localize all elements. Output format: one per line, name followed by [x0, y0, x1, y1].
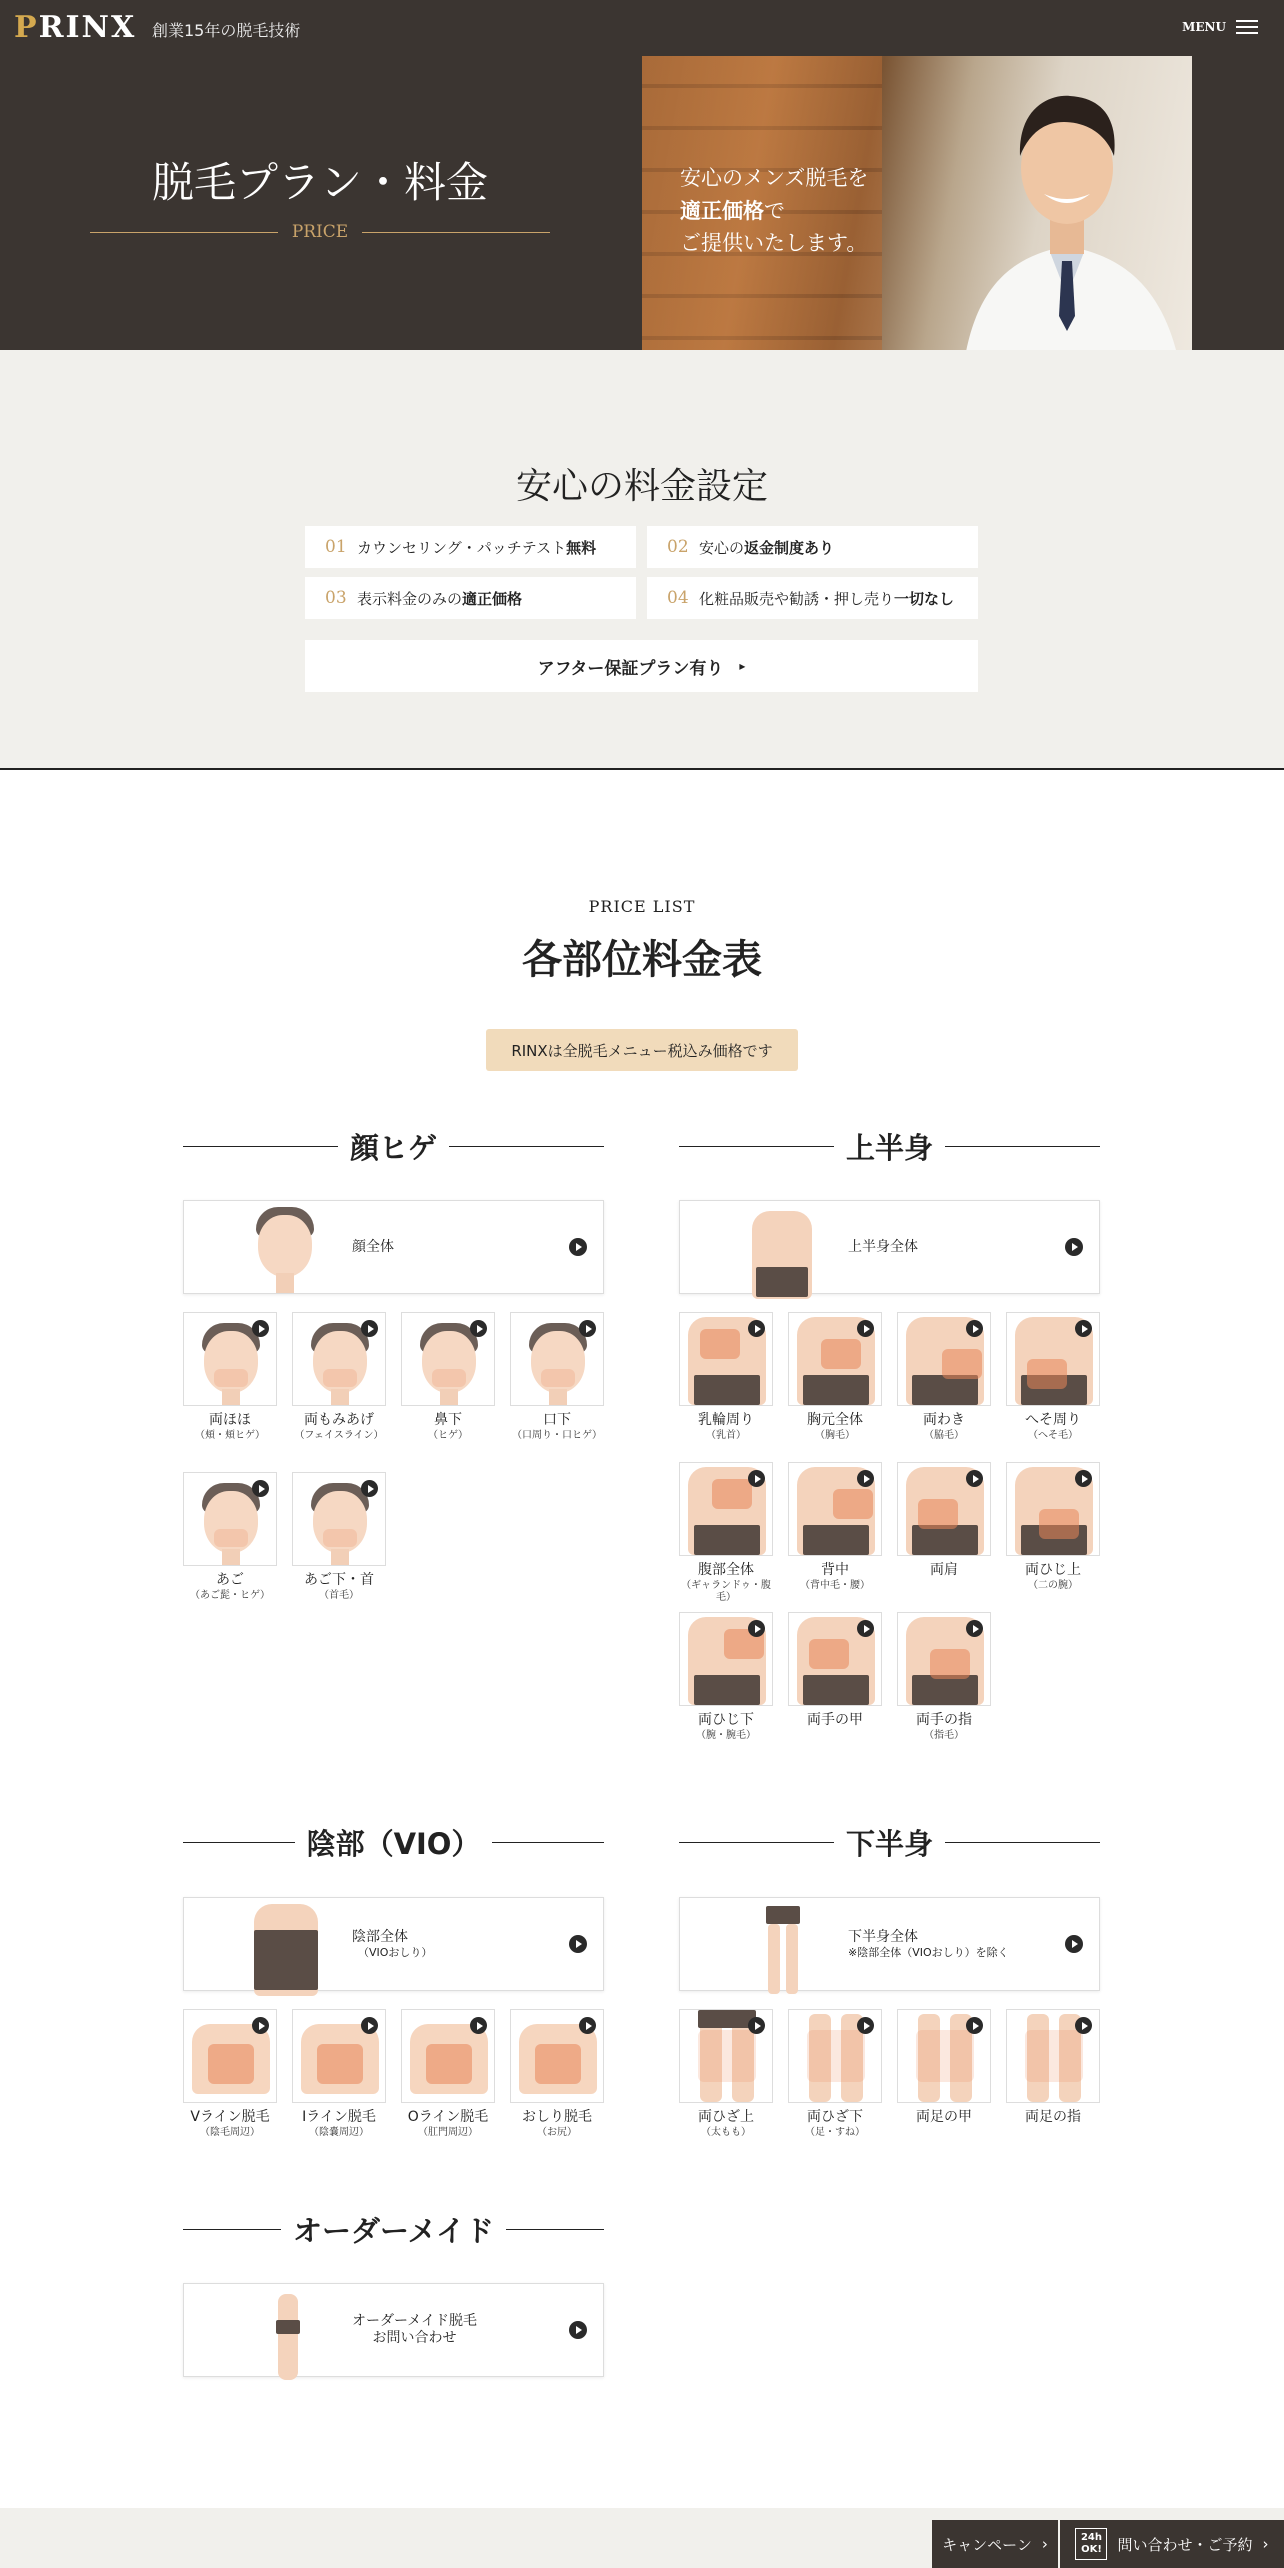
- upper-price-item[interactable]: [788, 1612, 882, 1729]
- face-part-illustration[interactable]: [401, 1312, 495, 1406]
- upper-price-item[interactable]: [897, 1612, 991, 1742]
- play-icon[interactable]: [579, 1320, 596, 1337]
- after-warranty-button[interactable]: [305, 640, 978, 692]
- upper-part-illustration[interactable]: [897, 1612, 991, 1706]
- item-name: Oライン脱毛: [407, 2109, 489, 2125]
- play-icon[interactable]: [361, 2017, 378, 2034]
- item-sub: （陰毛周辺）: [200, 2126, 260, 2138]
- vio-illustration: [242, 1904, 330, 1990]
- category-heading-face: [183, 1126, 604, 1166]
- upper-price-item[interactable]: [788, 1312, 882, 1442]
- play-icon[interactable]: [966, 1470, 983, 1487]
- face-price-item[interactable]: [292, 1472, 386, 1602]
- assurance-point: [305, 526, 636, 568]
- point-text: 安心の: [699, 538, 745, 557]
- play-icon[interactable]: [1075, 2017, 1092, 2034]
- arrow-right-icon: ▸: [739, 659, 746, 673]
- item-sub: （へそ毛）: [1028, 1429, 1078, 1441]
- item-sub: （腕・腕毛）: [696, 1729, 756, 1741]
- rinx-logo[interactable]: PRINX: [14, 10, 137, 45]
- hero-copy: [680, 162, 868, 260]
- lower-price-item[interactable]: [679, 2009, 773, 2139]
- upper-part-illustration[interactable]: [788, 1312, 882, 1406]
- upper-price-item[interactable]: [1006, 1462, 1100, 1592]
- category-heading-lower: [679, 1822, 1100, 1862]
- item-name: 両ひじ上: [1025, 1562, 1081, 1578]
- item-sub: （口周り・口ヒゲ）: [512, 1429, 602, 1441]
- hero-copy-line3: ご提供いたします。: [680, 231, 868, 256]
- item-sub: （フェイスライン）: [294, 1429, 384, 1441]
- item-name: 両足の指: [1025, 2109, 1081, 2125]
- menu-button[interactable]: [1182, 16, 1258, 38]
- item-name: 両ひざ上: [698, 2109, 754, 2125]
- play-icon[interactable]: [1075, 1470, 1092, 1487]
- item-name: 胸元全体: [807, 1412, 863, 1428]
- play-icon[interactable]: [748, 2017, 765, 2034]
- upper-price-item[interactable]: [788, 1462, 882, 1592]
- hero-copy-line1: 安心のメンズ脱毛を: [680, 166, 869, 190]
- item-sub: （あご髭・ヒゲ）: [190, 1589, 270, 1601]
- item-sub: （胸毛）: [815, 1429, 855, 1441]
- upper-price-item[interactable]: [1006, 1312, 1100, 1442]
- upper-part-illustration[interactable]: [1006, 1462, 1100, 1556]
- point-text: 化粧品販売や勧誘・押し売り: [699, 589, 895, 608]
- play-icon[interactable]: [1075, 1320, 1092, 1337]
- upper-body-illustration: [738, 1207, 826, 1293]
- upper-part-illustration[interactable]: [679, 1462, 773, 1556]
- category-title: 陰部（VIO）: [306, 1826, 481, 1861]
- upper-price-item[interactable]: [897, 1462, 991, 1579]
- item-sub: （頬・頬ヒゲ）: [195, 1429, 265, 1441]
- item-name: おしり脱毛: [522, 2109, 592, 2125]
- face-price-item[interactable]: [183, 1312, 277, 1442]
- item-name: 両足の甲: [916, 2109, 972, 2125]
- item-sub: （指毛）: [924, 1729, 964, 1741]
- item-sub: （首毛）: [319, 1589, 359, 1601]
- vio-price-item[interactable]: [401, 2009, 495, 2139]
- upper-all-card[interactable]: [679, 1200, 1100, 1294]
- assurance-section: [0, 350, 1284, 770]
- play-icon[interactable]: [748, 1320, 765, 1337]
- item-sub: （足・すね）: [805, 2126, 865, 2138]
- vio-part-illustration[interactable]: [510, 2009, 604, 2103]
- point-number: 01: [325, 537, 347, 557]
- item-sub: （肛門周辺）: [418, 2126, 478, 2138]
- item-name: Iライン脱毛: [302, 2109, 376, 2125]
- point-bold: 一切なし: [894, 589, 955, 608]
- menu-label: MENU: [1182, 20, 1226, 34]
- item-name: 両ひじ下: [698, 1712, 754, 1728]
- item-name: 口下: [543, 1412, 571, 1428]
- vio-price-item[interactable]: [183, 2009, 277, 2139]
- item-name: 両ほほ: [209, 1412, 251, 1428]
- tax-note: RINXは全脱毛メニュー税込み価格です: [486, 1029, 798, 1071]
- face-part-illustration[interactable]: [510, 1312, 604, 1406]
- item-name: 背中: [821, 1562, 849, 1578]
- category-heading-upper: [679, 1126, 1100, 1166]
- upper-part-illustration[interactable]: [1006, 1312, 1100, 1406]
- card-sublabel: ※陰部全体（VIOおしり）を除く: [848, 1945, 1009, 1959]
- header-tagline: 創業15年の脱毛技術: [152, 21, 301, 40]
- item-name: 両手の甲: [807, 1712, 863, 1728]
- point-number: 03: [325, 588, 347, 608]
- play-icon[interactable]: [748, 1470, 765, 1487]
- play-icon[interactable]: [252, 1480, 269, 1497]
- upper-part-illustration[interactable]: [679, 1612, 773, 1706]
- lower-part-illustration[interactable]: [897, 2009, 991, 2103]
- item-sub: （太もも）: [701, 2126, 751, 2138]
- assurance-title: 安心の料金設定: [515, 466, 768, 507]
- play-icon[interactable]: [470, 2017, 487, 2034]
- vio-part-illustration[interactable]: [183, 2009, 277, 2103]
- face-price-item[interactable]: [292, 1312, 386, 1442]
- face-part-illustration[interactable]: [183, 1312, 277, 1406]
- lower-part-illustration[interactable]: [679, 2009, 773, 2103]
- play-icon[interactable]: [966, 1620, 983, 1637]
- play-icon[interactable]: [748, 1620, 765, 1637]
- lower-body-illustration: [738, 1904, 826, 1990]
- item-sub: （乳首）: [706, 1429, 746, 1441]
- card-label: 顔全体: [352, 1238, 394, 1255]
- point-bold: 無料: [566, 538, 597, 557]
- vio-price-item[interactable]: [510, 2009, 604, 2139]
- after-warranty-label: アフター保証プラン有り: [537, 658, 724, 679]
- upper-part-illustration[interactable]: [897, 1312, 991, 1406]
- lower-all-card[interactable]: [679, 1897, 1100, 1991]
- face-illustration: [242, 1207, 330, 1293]
- face-all-card[interactable]: [183, 1200, 604, 1294]
- item-name: 両わき: [923, 1412, 965, 1428]
- card-label: 陰部全体: [352, 1929, 408, 1945]
- item-name: 両手の指: [916, 1712, 972, 1728]
- play-icon[interactable]: [252, 1320, 269, 1337]
- page-subtitle: [90, 220, 550, 244]
- play-icon[interactable]: [579, 2017, 596, 2034]
- play-icon[interactable]: [361, 1480, 378, 1497]
- item-name: あご: [216, 1572, 244, 1588]
- play-icon[interactable]: [361, 1320, 378, 1337]
- price-list-eyebrow: PRICE LIST: [588, 897, 696, 916]
- assurance-point: [647, 577, 978, 619]
- play-icon[interactable]: [252, 2017, 269, 2034]
- lower-part-illustration[interactable]: [788, 2009, 882, 2103]
- point-text: カウンセリング・パッチテスト: [357, 538, 567, 557]
- item-name: 腹部全体: [698, 1562, 754, 1578]
- face-price-item[interactable]: [510, 1312, 604, 1442]
- play-icon[interactable]: [966, 1320, 983, 1337]
- card-label: 下半身全体: [848, 1929, 918, 1945]
- play-icon[interactable]: [857, 2017, 874, 2034]
- hero-copy-bold: 適正価格: [680, 197, 764, 223]
- hero-copy-line2: [680, 195, 868, 228]
- chevron-right-icon: ›: [1041, 2535, 1048, 2553]
- item-name: 両肩: [930, 1562, 958, 1578]
- upper-part-illustration[interactable]: [788, 1612, 882, 1706]
- lower-part-illustration[interactable]: [1006, 2009, 1100, 2103]
- card-label: オーダーメイド脱毛: [352, 2313, 478, 2330]
- play-icon[interactable]: [857, 1470, 874, 1487]
- lower-price-item[interactable]: [897, 2009, 991, 2126]
- point-number: 04: [667, 588, 689, 608]
- item-name: 鼻下: [434, 1412, 462, 1428]
- item-name: Vライン脱毛: [190, 2109, 270, 2125]
- vio-part-illustration[interactable]: [401, 2009, 495, 2103]
- hero-copy-rest: で: [764, 198, 785, 223]
- upper-part-illustration[interactable]: [679, 1312, 773, 1406]
- item-sub: （脇毛）: [924, 1429, 964, 1441]
- item-name: あご下・首: [304, 1572, 374, 1588]
- hero-photo: [642, 56, 1192, 378]
- category-title: 上半身: [846, 1130, 934, 1165]
- point-bold: 適正価格: [462, 589, 523, 608]
- category-title: オーダーメイド: [293, 2213, 494, 2248]
- item-name: 両もみあげ: [304, 1412, 374, 1428]
- upper-price-item[interactable]: [679, 1312, 773, 1442]
- item-sub: （ヒゲ）: [428, 1429, 468, 1441]
- upper-part-illustration[interactable]: [897, 1462, 991, 1556]
- assurance-point: [305, 577, 636, 619]
- item-name: へそ周り: [1025, 1412, 1081, 1428]
- page-subtitle-text: PRICE: [291, 222, 349, 242]
- play-icon[interactable]: [1065, 1935, 1083, 1953]
- category-heading-vio: [183, 1822, 604, 1862]
- play-icon[interactable]: [1065, 1238, 1083, 1256]
- card-sublabel: （VIOおしり）: [358, 1945, 433, 1959]
- chevron-right-icon: ›: [1262, 2535, 1269, 2553]
- play-icon[interactable]: [966, 2017, 983, 2034]
- campaign-button[interactable]: [932, 2520, 1058, 2568]
- 24h-badge-icon: 24h OK!: [1075, 2528, 1107, 2560]
- item-sub: （二の腕）: [1028, 1579, 1078, 1591]
- play-icon[interactable]: [857, 1320, 874, 1337]
- upper-price-item[interactable]: [679, 1462, 773, 1605]
- card-sublabel: お問い合わせ: [372, 2330, 457, 2346]
- item-name: 両ひざ下: [807, 2109, 863, 2125]
- upper-price-item[interactable]: [897, 1312, 991, 1442]
- play-icon[interactable]: [857, 1620, 874, 1637]
- category-title: 顔ヒゲ: [350, 1130, 438, 1165]
- item-name: 乳輪周り: [698, 1412, 754, 1428]
- assurance-point: [647, 526, 978, 568]
- item-sub: （ギャランドゥ・腹毛）: [681, 1579, 771, 1604]
- item-sub: （お尻）: [537, 2126, 577, 2138]
- point-bold: 返金制度あり: [744, 538, 835, 557]
- logo-text: RINX: [38, 10, 137, 45]
- doctor-image: [942, 56, 1192, 378]
- point-number: 02: [667, 537, 689, 557]
- point-text: 表示料金のみの: [357, 589, 463, 608]
- campaign-label: キャンペーン: [942, 2535, 1032, 2554]
- full-body-illustration: [242, 2290, 330, 2376]
- face-price-item[interactable]: [401, 1312, 495, 1442]
- face-part-illustration[interactable]: [292, 1312, 386, 1406]
- vio-price-item[interactable]: [292, 2009, 386, 2139]
- face-part-illustration[interactable]: [183, 1472, 277, 1566]
- price-list-title: 各部位料金表: [522, 937, 762, 983]
- card-label: 上半身全体: [848, 1238, 918, 1255]
- order-made-card[interactable]: [183, 2283, 604, 2377]
- contact-label: 問い合わせ・ご予約: [1117, 2535, 1253, 2554]
- item-sub: （背中毛・腰）: [800, 1579, 870, 1591]
- item-sub: （陰嚢周辺）: [309, 2126, 369, 2138]
- lower-price-item[interactable]: [1006, 2009, 1100, 2126]
- face-part-illustration[interactable]: [292, 1472, 386, 1566]
- lower-price-item[interactable]: [788, 2009, 882, 2139]
- play-icon[interactable]: [569, 1935, 587, 1953]
- contact-reserve-button[interactable]: [1060, 2520, 1284, 2568]
- upper-price-item[interactable]: [679, 1612, 773, 1742]
- play-icon[interactable]: [470, 1320, 487, 1337]
- category-title: 下半身: [846, 1826, 934, 1861]
- play-icon[interactable]: [569, 1238, 587, 1256]
- vio-part-illustration[interactable]: [292, 2009, 386, 2103]
- upper-part-illustration[interactable]: [788, 1462, 882, 1556]
- play-icon[interactable]: [569, 2321, 587, 2339]
- page-title: 脱毛プラン・料金: [151, 158, 488, 207]
- vio-all-card[interactable]: [183, 1897, 604, 1991]
- hamburger-icon: [1236, 16, 1258, 38]
- category-heading-order: [183, 2209, 604, 2249]
- face-price-item[interactable]: [183, 1472, 277, 1602]
